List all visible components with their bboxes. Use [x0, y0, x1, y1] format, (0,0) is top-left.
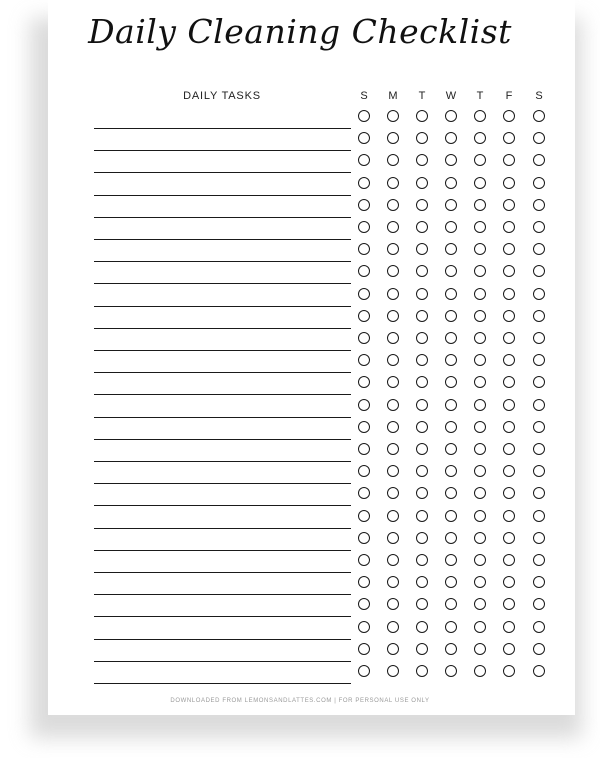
checkbox-circle-thursday[interactable]	[474, 399, 486, 411]
checkbox-circle-sunday[interactable]	[358, 399, 370, 411]
checkbox-circle-friday[interactable]	[503, 643, 515, 655]
checkbox-circle-tuesday[interactable]	[416, 443, 428, 455]
task-line[interactable]	[94, 683, 351, 684]
page-title: Daily Cleaning Checklist	[88, 12, 512, 51]
checkbox-circle-wednesday[interactable]	[445, 199, 457, 211]
day-header-saturday: S	[535, 90, 543, 102]
day-header-friday: F	[505, 90, 513, 102]
checkbox-circle-tuesday[interactable]	[416, 332, 428, 344]
task-line[interactable]	[94, 328, 351, 329]
checkbox-circle-wednesday[interactable]	[445, 110, 457, 122]
checkbox-circle-friday[interactable]	[503, 110, 515, 122]
checkbox-circle-wednesday[interactable]	[445, 532, 457, 544]
checkbox-circle-thursday[interactable]	[474, 199, 486, 211]
day-header-tuesday: T	[418, 90, 426, 102]
checkbox-circle-saturday[interactable]	[533, 310, 545, 322]
checkbox-circle-friday[interactable]	[503, 665, 515, 677]
checkbox-circle-saturday[interactable]	[533, 510, 545, 522]
checkbox-circle-friday[interactable]	[503, 621, 515, 633]
checkbox-circle-monday[interactable]	[387, 621, 399, 633]
checkbox-circle-thursday[interactable]	[474, 443, 486, 455]
checkbox-circle-wednesday[interactable]	[445, 643, 457, 655]
checkbox-circle-thursday[interactable]	[474, 643, 486, 655]
task-line[interactable]	[94, 594, 351, 595]
day-header-wednesday: W	[445, 90, 457, 102]
checkbox-circle-tuesday[interactable]	[416, 221, 428, 233]
checkbox-circle-saturday[interactable]	[533, 554, 545, 566]
checkbox-circle-saturday[interactable]	[533, 110, 545, 122]
checkbox-circle-saturday[interactable]	[533, 665, 545, 677]
task-line[interactable]	[94, 306, 351, 307]
checkbox-circle-saturday[interactable]	[533, 443, 545, 455]
checkbox-circle-sunday[interactable]	[358, 643, 370, 655]
task-line[interactable]	[94, 550, 351, 551]
checkbox-circle-friday[interactable]	[503, 554, 515, 566]
checkbox-circle-wednesday[interactable]	[445, 310, 457, 322]
checkbox-circle-monday[interactable]	[387, 510, 399, 522]
task-line[interactable]	[94, 483, 351, 484]
checkbox-circle-friday[interactable]	[503, 443, 515, 455]
checklist-sheet	[48, 0, 575, 715]
checkbox-circle-sunday[interactable]	[358, 110, 370, 122]
checkbox-circle-thursday[interactable]	[474, 421, 486, 433]
checkbox-circle-saturday[interactable]	[533, 177, 545, 189]
task-line[interactable]	[94, 261, 351, 262]
checkbox-circle-saturday[interactable]	[533, 332, 545, 344]
checkbox-circle-thursday[interactable]	[474, 310, 486, 322]
task-line[interactable]	[94, 372, 351, 373]
checkbox-circle-monday[interactable]	[387, 665, 399, 677]
checkbox-circle-friday[interactable]	[503, 221, 515, 233]
task-line[interactable]	[94, 394, 351, 395]
checkbox-circle-thursday[interactable]	[474, 288, 486, 300]
checkbox-circle-sunday[interactable]	[358, 443, 370, 455]
checkbox-circle-monday[interactable]	[387, 532, 399, 544]
checkbox-circle-sunday[interactable]	[358, 199, 370, 211]
checkbox-circle-wednesday[interactable]	[445, 288, 457, 300]
checkbox-circle-saturday[interactable]	[533, 199, 545, 211]
checkbox-circle-tuesday[interactable]	[416, 310, 428, 322]
checkbox-circle-monday[interactable]	[387, 199, 399, 211]
checkbox-circle-wednesday[interactable]	[445, 332, 457, 344]
checkbox-circle-tuesday[interactable]	[416, 110, 428, 122]
checkbox-circle-friday[interactable]	[503, 399, 515, 411]
checkbox-circle-sunday[interactable]	[358, 221, 370, 233]
checkbox-circle-thursday[interactable]	[474, 665, 486, 677]
checkbox-circle-tuesday[interactable]	[416, 554, 428, 566]
checkbox-circle-friday[interactable]	[503, 532, 515, 544]
task-line[interactable]	[94, 217, 351, 218]
day-header-sunday: S	[360, 90, 368, 102]
checkbox-circle-tuesday[interactable]	[416, 510, 428, 522]
checkbox-circle-sunday[interactable]	[358, 310, 370, 322]
checkbox-circle-sunday[interactable]	[358, 665, 370, 677]
day-header-thursday: T	[476, 90, 484, 102]
task-line[interactable]	[94, 283, 351, 284]
task-line[interactable]	[94, 239, 351, 240]
checkbox-circle-wednesday[interactable]	[445, 665, 457, 677]
checkbox-circle-thursday[interactable]	[474, 110, 486, 122]
checkbox-circle-sunday[interactable]	[358, 177, 370, 189]
day-header-monday: M	[388, 90, 398, 102]
checkbox-circle-monday[interactable]	[387, 110, 399, 122]
checkbox-circle-saturday[interactable]	[533, 621, 545, 633]
daily-tasks-header: DAILY TASKS	[183, 90, 261, 102]
checkbox-circle-monday[interactable]	[387, 221, 399, 233]
checkbox-circle-saturday[interactable]	[533, 288, 545, 300]
checkbox-circle-saturday[interactable]	[533, 399, 545, 411]
checkbox-circle-wednesday[interactable]	[445, 510, 457, 522]
checkbox-circle-friday[interactable]	[503, 421, 515, 433]
task-line[interactable]	[94, 195, 351, 196]
checkbox-circle-thursday[interactable]	[474, 332, 486, 344]
checkbox-circle-wednesday[interactable]	[445, 399, 457, 411]
checkbox-circle-tuesday[interactable]	[416, 665, 428, 677]
checkbox-circle-thursday[interactable]	[474, 621, 486, 633]
task-line[interactable]	[94, 439, 351, 440]
checkbox-circle-sunday[interactable]	[358, 332, 370, 344]
task-line[interactable]	[94, 461, 351, 462]
checkbox-circle-wednesday[interactable]	[445, 421, 457, 433]
checkbox-circle-wednesday[interactable]	[445, 221, 457, 233]
checkbox-circle-saturday[interactable]	[533, 532, 545, 544]
checkbox-circle-tuesday[interactable]	[416, 177, 428, 189]
checkbox-circle-saturday[interactable]	[533, 221, 545, 233]
task-line[interactable]	[94, 639, 351, 640]
task-line[interactable]	[94, 572, 351, 573]
checkbox-circle-thursday[interactable]	[474, 221, 486, 233]
task-line[interactable]	[94, 128, 351, 129]
checkbox-circle-monday[interactable]	[387, 177, 399, 189]
checkbox-circle-monday[interactable]	[387, 421, 399, 433]
task-line[interactable]	[94, 661, 351, 662]
footer-note: DOWNLOADED FROM LEMONSANDLATTES.COM | FOR PERSONAL USE ONLY	[170, 698, 430, 704]
checkbox-circle-tuesday[interactable]	[416, 421, 428, 433]
checkbox-circle-friday[interactable]	[503, 177, 515, 189]
task-line[interactable]	[94, 616, 351, 617]
checkbox-circle-wednesday[interactable]	[445, 177, 457, 189]
checkbox-circle-thursday[interactable]	[474, 510, 486, 522]
checkbox-circle-monday[interactable]	[387, 399, 399, 411]
checkbox-circle-tuesday[interactable]	[416, 643, 428, 655]
checkbox-circle-friday[interactable]	[503, 510, 515, 522]
checkbox-circle-friday[interactable]	[503, 332, 515, 344]
checkbox-circle-monday[interactable]	[387, 443, 399, 455]
checkbox-circle-tuesday[interactable]	[416, 199, 428, 211]
checkbox-circle-friday[interactable]	[503, 288, 515, 300]
checkbox-circle-tuesday[interactable]	[416, 621, 428, 633]
checkbox-circle-monday[interactable]	[387, 643, 399, 655]
checkbox-circle-tuesday[interactable]	[416, 288, 428, 300]
checkbox-circle-monday[interactable]	[387, 554, 399, 566]
checkbox-circle-thursday[interactable]	[474, 177, 486, 189]
task-line[interactable]	[94, 350, 351, 351]
checkbox-circle-saturday[interactable]	[533, 643, 545, 655]
checkbox-circle-wednesday[interactable]	[445, 443, 457, 455]
checkbox-circle-thursday[interactable]	[474, 554, 486, 566]
task-line[interactable]	[94, 150, 351, 151]
task-line[interactable]	[94, 505, 351, 506]
checkbox-circle-wednesday[interactable]	[445, 621, 457, 633]
checkbox-circle-saturday[interactable]	[533, 421, 545, 433]
checkbox-circle-sunday[interactable]	[358, 421, 370, 433]
checkbox-circle-wednesday[interactable]	[445, 554, 457, 566]
checkbox-circle-thursday[interactable]	[474, 532, 486, 544]
checkbox-circle-tuesday[interactable]	[416, 532, 428, 544]
task-line[interactable]	[94, 172, 351, 173]
checkbox-circle-sunday[interactable]	[358, 510, 370, 522]
checkbox-circle-friday[interactable]	[503, 199, 515, 211]
checkbox-circle-friday[interactable]	[503, 310, 515, 322]
task-line[interactable]	[94, 528, 351, 529]
checkbox-circle-sunday[interactable]	[358, 621, 370, 633]
checkbox-circle-sunday[interactable]	[358, 532, 370, 544]
task-line[interactable]	[94, 417, 351, 418]
checkbox-circle-tuesday[interactable]	[416, 399, 428, 411]
checkbox-circle-monday[interactable]	[387, 288, 399, 300]
checkbox-circle-monday[interactable]	[387, 332, 399, 344]
checkbox-circle-monday[interactable]	[387, 310, 399, 322]
checkbox-circle-sunday[interactable]	[358, 288, 370, 300]
checkbox-circle-sunday[interactable]	[358, 554, 370, 566]
